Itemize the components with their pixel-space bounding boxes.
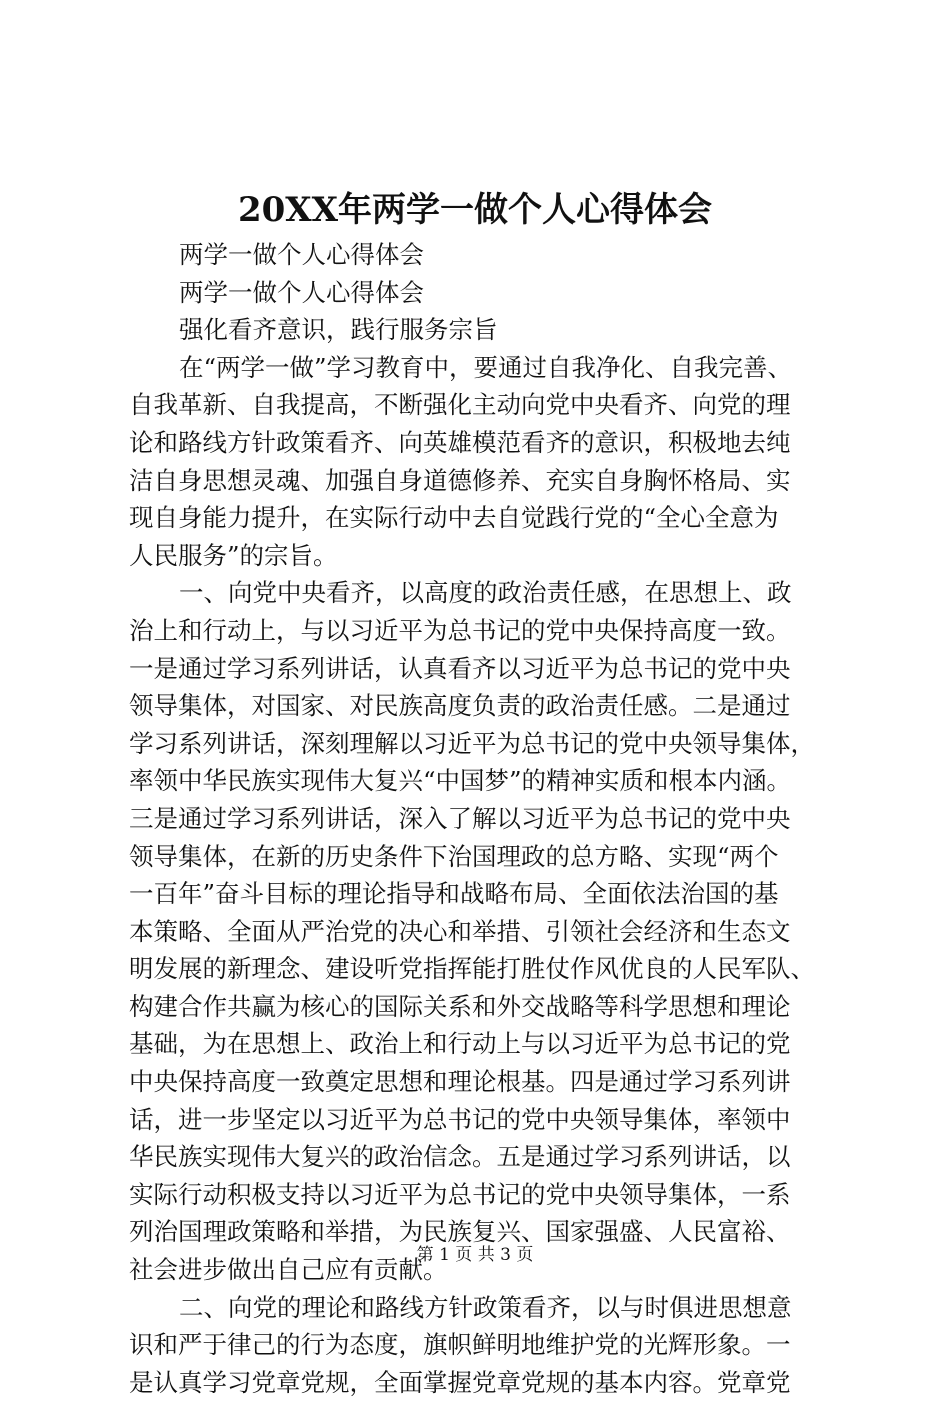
body-line: 率领中华民族实现伟大复兴“中国梦”的精神实质和根本内涵。 <box>129 766 792 796</box>
body-line: 学习系列讲话，深刻理解以习近平为总书记的党中央领导集体， <box>129 728 815 758</box>
body-line: 是认真学习党章党规，全面掌握党章党规的基本内容。党章党 <box>129 1367 791 1397</box>
body-line: 强化看齐意识，践行服务宗旨 <box>179 315 498 345</box>
body-line: 识和严于律己的行为态度，旗帜鲜明地维护党的光辉形象。一 <box>129 1330 791 1360</box>
body-line: 一、向党中央看齐，以高度的政治责任感，在思想上、政 <box>179 578 792 608</box>
body-line: 论和路线方针政策看齐、向英雄模范看齐的意识，积极地去纯 <box>129 427 791 457</box>
body-line: 两学一做个人心得体会 <box>179 277 424 307</box>
body-line: 本策略、全面从严治党的决心和举措、引领社会经济和生态文 <box>129 916 791 946</box>
body-line: 华民族实现伟大复兴的政治信念。五是通过学习系列讲话，以 <box>129 1142 791 1172</box>
body-line: 明发展的新理念、建设听党指挥能打胜仗作风优良的人民军队、 <box>129 954 815 984</box>
body-line: 三是通过学习系列讲话，深入了解以习近平为总书记的党中央 <box>129 803 791 833</box>
body-line: 领导集体，对国家、对民族高度负责的政治责任感。二是通过 <box>129 691 791 721</box>
body-line: 列治国理政策略和举措，为民族复兴、国家强盛、人民富裕、 <box>129 1217 791 1247</box>
page-footer: 第 1 页 共 3 页 <box>416 1245 534 1265</box>
body-line: 洁自身思想灵魂、加强自身道德修养、充实自身胸怀格局、实 <box>129 465 791 495</box>
body-line: 两学一做个人心得体会 <box>179 240 424 269</box>
body-line: 基础，为在思想上、政治上和行动上与以习近平为总书记的党 <box>129 1029 791 1059</box>
body-line: 领导集体，在新的历史条件下治国理政的总方略、实现“两个 <box>129 841 779 871</box>
body-line: 人民服务”的宗旨。 <box>129 540 338 570</box>
body-line: 构建合作共赢为核心的国际关系和外交战略等科学思想和理论 <box>129 991 791 1021</box>
document-title: 20XX年两学一做个人心得体会 <box>237 190 713 230</box>
body-line: 二、向党的理论和路线方针政策看齐，以与时俱进思想意 <box>179 1292 792 1322</box>
body-line: 自我革新、自我提高，不断强化主动向党中央看齐、向党的理 <box>129 390 791 420</box>
body-line: 社会进步做出自己应有贡献。 <box>129 1255 448 1285</box>
body-line: 中央保持高度一致奠定思想和理论根基。四是通过学习系列讲 <box>129 1067 791 1097</box>
body-line: 话，进一步坚定以习近平为总书记的党中央领导集体，率领中 <box>129 1104 791 1134</box>
body-line: 实际行动积极支持以习近平为总书记的党中央领导集体，一系 <box>129 1179 791 1209</box>
body-line: 在“两学一做”学习教育中，要通过自我净化、自我完善、 <box>179 352 793 382</box>
body-line: 一百年”奋斗目标的理论指导和战略布局、全面依法治国的基 <box>129 879 779 909</box>
body-line: 一是通过学习系列讲话，认真看齐以习近平为总书记的党中央 <box>129 653 791 683</box>
document-body <box>129 236 849 1401</box>
body-line: 治上和行动上，与以习近平为总书记的党中央保持高度一致。 <box>129 615 791 645</box>
body-line: 现自身能力提升，在实际行动中去自觉践行党的“全心全意为 <box>129 503 779 533</box>
